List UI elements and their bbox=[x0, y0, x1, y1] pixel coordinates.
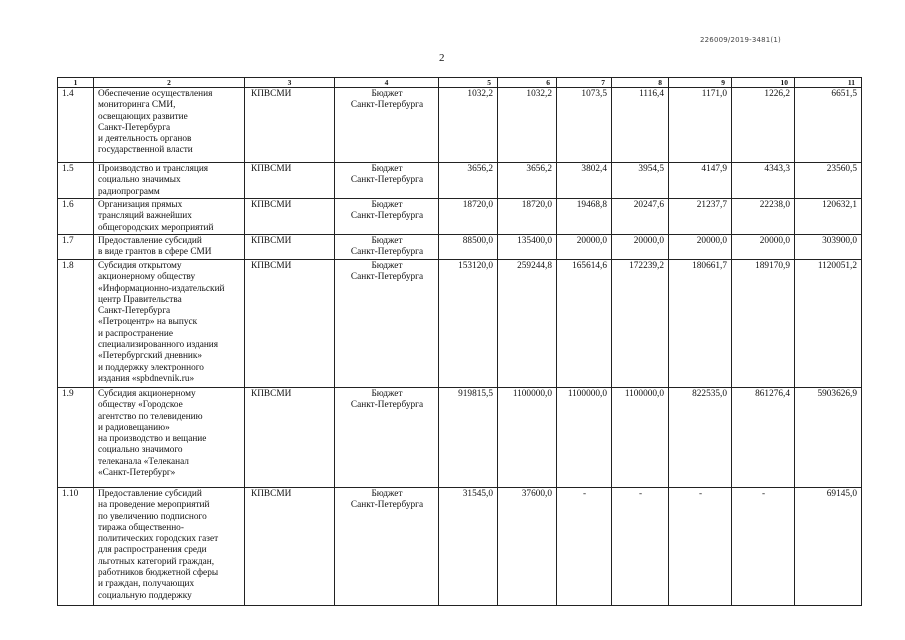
year-value-cell: 3656,2 bbox=[439, 163, 498, 199]
table-row bbox=[58, 260, 862, 388]
executor-cell: КПВСМИ bbox=[245, 199, 335, 235]
header-cell: 6 bbox=[498, 78, 557, 88]
year-value-cell: 1032,2 bbox=[439, 88, 498, 163]
header-cell: 4 bbox=[335, 78, 439, 88]
year-value-cell: 1171,0 bbox=[669, 88, 732, 163]
executor-cell: КПВСМИ bbox=[245, 163, 335, 199]
year-value-cell: 1116,4 bbox=[612, 88, 669, 163]
header-cell: 10 bbox=[732, 78, 795, 88]
funding-source-cell: Бюджет Санкт-Петербурга bbox=[335, 488, 439, 606]
year-value-cell: 3954,5 bbox=[612, 163, 669, 199]
year-value-cell: 1032,2 bbox=[498, 88, 557, 163]
year-value-cell: 18720,0 bbox=[498, 199, 557, 235]
year-value-cell: 3656,2 bbox=[498, 163, 557, 199]
program-table bbox=[57, 77, 862, 606]
funding-source-cell: Бюджет Санкт-Петербурга bbox=[335, 199, 439, 235]
funding-source-cell: Бюджет Санкт-Петербурга bbox=[335, 163, 439, 199]
year-value-cell: - bbox=[732, 488, 795, 606]
table-row bbox=[58, 199, 862, 235]
header-cell: 5 bbox=[439, 78, 498, 88]
funding-source-cell: Бюджет Санкт-Петербурга bbox=[335, 88, 439, 163]
table-row bbox=[58, 88, 862, 163]
year-value-cell: 180661,7 bbox=[669, 260, 732, 388]
table-row bbox=[58, 488, 862, 606]
year-value-cell: 88500,0 bbox=[439, 235, 498, 260]
row-number-cell: 1.7 bbox=[58, 235, 94, 260]
year-value-cell: 4147,9 bbox=[669, 163, 732, 199]
year-value-cell: 1226,2 bbox=[732, 88, 795, 163]
executor-cell: КПВСМИ bbox=[245, 88, 335, 163]
activity-name-cell: Организация прямых трансляций важнейших общегородских мероприятий bbox=[94, 199, 245, 235]
executor-cell: КПВСМИ bbox=[245, 235, 335, 260]
row-number-cell: 1.6 bbox=[58, 199, 94, 235]
total-cell: 1120051,2 bbox=[795, 260, 862, 388]
total-cell: 120632,1 bbox=[795, 199, 862, 235]
activity-name-cell: Обеспечение осуществления мониторинга СМИ, освещающих развитие Санкт-Петербурга и деятельность органов государственной власти bbox=[94, 88, 245, 163]
row-number-cell: 1.9 bbox=[58, 388, 94, 488]
activity-name-cell: Субсидия акционерному обществу «Городское агентство по телевидению и радиовещанию» на производство и вещание социально значимого телеканала «Телеканал «Санкт-Петербург» bbox=[94, 388, 245, 488]
year-value-cell: 135400,0 bbox=[498, 235, 557, 260]
year-value-cell: 165614,6 bbox=[557, 260, 612, 388]
year-value-cell: 20000,0 bbox=[732, 235, 795, 260]
year-value-cell: 20247,6 bbox=[612, 199, 669, 235]
activity-name-cell: Предоставление субсидий в виде грантов в сфере СМИ bbox=[94, 235, 245, 260]
header-cell: 1 bbox=[58, 78, 94, 88]
executor-cell: КПВСМИ bbox=[245, 488, 335, 606]
table-row bbox=[58, 163, 862, 199]
activity-name-cell: Субсидия открытому акционерному обществу «Информационно-издательский центр Правительства Санкт-Петербурга «Петроцентр» на выпуск и распространение специализированного издания «Петербургский дневник» и поддержку электронного издания «spbdnevnik.ru» bbox=[94, 260, 245, 388]
funding-source-cell: Бюджет Санкт-Петербурга bbox=[335, 235, 439, 260]
year-value-cell: 861276,4 bbox=[732, 388, 795, 488]
executor-cell: КПВСМИ bbox=[245, 388, 335, 488]
year-value-cell: 19468,8 bbox=[557, 199, 612, 235]
page-number: 2 bbox=[439, 52, 445, 64]
total-cell: 5903626,9 bbox=[795, 388, 862, 488]
header-cell: 11 bbox=[795, 78, 862, 88]
total-cell: 23560,5 bbox=[795, 163, 862, 199]
year-value-cell: 31545,0 bbox=[439, 488, 498, 606]
year-value-cell: 20000,0 bbox=[669, 235, 732, 260]
document-id: 226009/2019-3481(1) bbox=[700, 36, 781, 44]
row-number-cell: 1.5 bbox=[58, 163, 94, 199]
funding-source-cell: Бюджет Санкт-Петербурга bbox=[335, 388, 439, 488]
table-row bbox=[58, 388, 862, 488]
year-value-cell: 259244,8 bbox=[498, 260, 557, 388]
year-value-cell: 172239,2 bbox=[612, 260, 669, 388]
activity-name-cell: Предоставление субсидий на проведение мероприятий по увеличению подписного тиража общественно- политических городских газет для распространения среди льготных категорий граждан, работников бюджетной сферы и граждан, получающих социальную поддержку bbox=[94, 488, 245, 606]
year-value-cell: 153120,0 bbox=[439, 260, 498, 388]
year-value-cell: 18720,0 bbox=[439, 199, 498, 235]
year-value-cell: 37600,0 bbox=[498, 488, 557, 606]
year-value-cell: - bbox=[669, 488, 732, 606]
funding-source-cell: Бюджет Санкт-Петербурга bbox=[335, 260, 439, 388]
year-value-cell: 1100000,0 bbox=[498, 388, 557, 488]
year-value-cell: - bbox=[612, 488, 669, 606]
header-cell: 7 bbox=[557, 78, 612, 88]
year-value-cell: 21237,7 bbox=[669, 199, 732, 235]
year-value-cell: 4343,3 bbox=[732, 163, 795, 199]
year-value-cell: - bbox=[557, 488, 612, 606]
year-value-cell: 1100000,0 bbox=[557, 388, 612, 488]
header-cell: 9 bbox=[669, 78, 732, 88]
total-cell: 303900,0 bbox=[795, 235, 862, 260]
header-cell: 3 bbox=[245, 78, 335, 88]
year-value-cell: 1100000,0 bbox=[612, 388, 669, 488]
year-value-cell: 3802,4 bbox=[557, 163, 612, 199]
year-value-cell: 20000,0 bbox=[557, 235, 612, 260]
year-value-cell: 1073,5 bbox=[557, 88, 612, 163]
year-value-cell: 919815,5 bbox=[439, 388, 498, 488]
row-number-cell: 1.8 bbox=[58, 260, 94, 388]
activity-name-cell: Производство и трансляция социально значимых радиопрограмм bbox=[94, 163, 245, 199]
header-cell: 2 bbox=[94, 78, 245, 88]
total-cell: 6651,5 bbox=[795, 88, 862, 163]
table-header-row bbox=[58, 78, 862, 88]
header-cell: 8 bbox=[612, 78, 669, 88]
year-value-cell: 822535,0 bbox=[669, 388, 732, 488]
table-row bbox=[58, 235, 862, 260]
executor-cell: КПВСМИ bbox=[245, 260, 335, 388]
year-value-cell: 22238,0 bbox=[732, 199, 795, 235]
year-value-cell: 20000,0 bbox=[612, 235, 669, 260]
year-value-cell: 189170,9 bbox=[732, 260, 795, 388]
total-cell: 69145,0 bbox=[795, 488, 862, 606]
row-number-cell: 1.10 bbox=[58, 488, 94, 606]
row-number-cell: 1.4 bbox=[58, 88, 94, 163]
